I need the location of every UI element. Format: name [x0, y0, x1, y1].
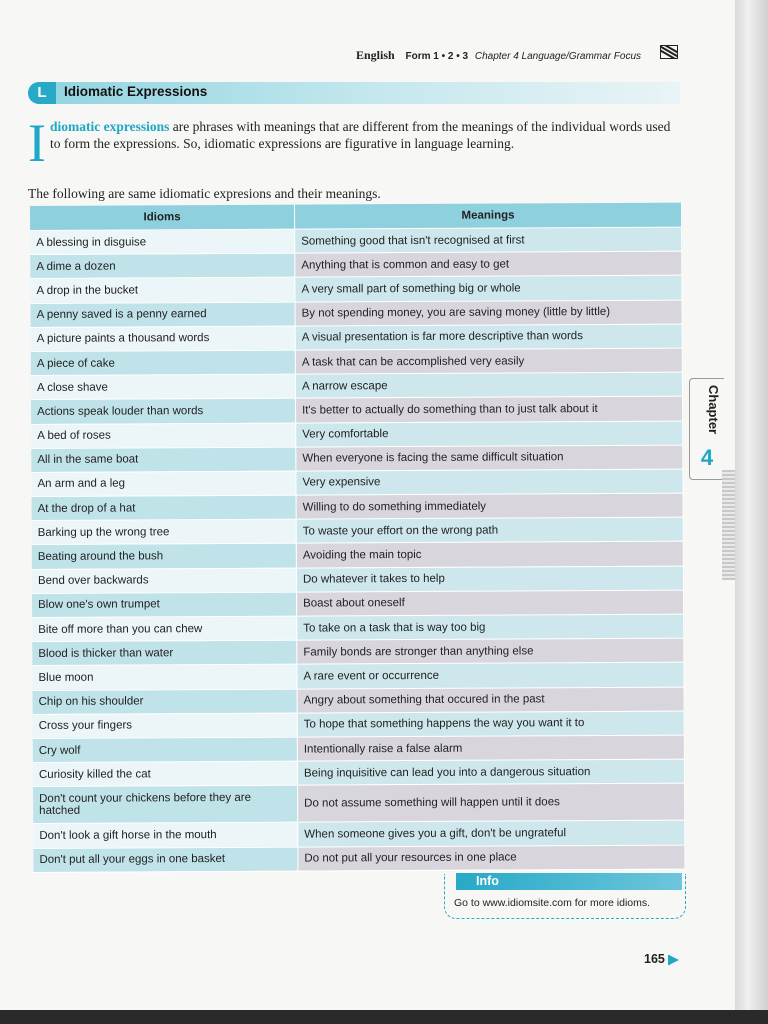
idiom-cell: Blood is thicker than water [32, 640, 297, 666]
meaning-cell: Intentionally raise a false alarm [297, 735, 684, 761]
table-row [31, 445, 683, 473]
meaning-cell: Anything that is common and easy to get [295, 251, 682, 277]
chapter-tab [689, 378, 724, 480]
info-text: Go to www.idiomsite.com for more idioms. [454, 897, 651, 909]
table-row [32, 590, 684, 618]
table-row [31, 324, 683, 352]
meaning-cell: A narrow escape [295, 372, 682, 398]
table-row [31, 300, 683, 328]
idiom-cell: Cry wolf [33, 737, 298, 763]
meaning-cell: A rare event or occurrence [297, 662, 684, 688]
idiom-cell: Don't put all your eggs in one basket [33, 847, 298, 873]
idiom-cell: Blue moon [32, 664, 297, 690]
idiom-cell: A blessing in disguise [30, 229, 295, 255]
idioms-table [30, 203, 685, 873]
idioms-column-header: Idioms [30, 205, 295, 231]
header-form: Form 1 • 2 • 3 [405, 51, 469, 62]
section-badge: L [28, 82, 56, 104]
table-row [31, 421, 683, 449]
table-row [33, 711, 685, 739]
table-row [32, 517, 684, 545]
meaning-cell: Family bonds are stronger than anything else [297, 638, 684, 664]
header-chapter: Chapter 4 Language/Grammar Focus [474, 51, 642, 62]
intro-paragraph [28, 113, 680, 173]
table-row [30, 275, 682, 303]
meaning-cell: Something good that isn't recognised at first [295, 227, 682, 253]
table-row [33, 783, 685, 823]
table-body [30, 227, 685, 872]
meaning-cell: It's better to actually do something than to just talk about it [296, 396, 683, 422]
chapter-tab-number: 4 [700, 445, 714, 470]
idiom-cell: A penny saved is a penny earned [31, 302, 296, 328]
meaning-cell: Avoiding the main topic [296, 542, 683, 568]
table-row [33, 845, 685, 873]
meaning-cell: To hope that something happens the way you want it to [297, 711, 684, 737]
table-row [31, 348, 683, 376]
meanings-column-header: Meanings [294, 203, 681, 230]
meaning-cell: Do whatever it takes to help [296, 566, 683, 592]
table-row [33, 820, 685, 848]
table-row [30, 251, 682, 279]
idiom-cell: A bed of roses [31, 423, 296, 449]
meaning-cell: A task that can be accomplished very easily [295, 348, 682, 374]
intro-text: are phrases with meanings that are different from the meanings of the individual words used to form the expressions. So, idiomatic expressions are figurative in language learning. [49, 119, 671, 151]
table-row [32, 638, 684, 666]
meaning-cell: To take on a task that is way too big [297, 614, 684, 640]
meaning-cell: Do not assume something will happen until it does [298, 783, 685, 822]
meaning-cell: A visual presentation is far more descriptive than words [295, 324, 682, 350]
idiom-cell: Bite off more than you can chew [32, 616, 297, 642]
table-row [30, 227, 682, 255]
info-title: Info [456, 873, 682, 890]
table-row [33, 687, 685, 715]
table-row [32, 614, 684, 642]
table-header-row [30, 203, 682, 231]
meaning-cell: Angry about something that occured in the past [297, 687, 684, 713]
idiom-cell: A close shave [31, 374, 296, 400]
section-title: Idiomatic Expressions [64, 84, 208, 99]
idiom-cell: Barking up the wrong tree [32, 519, 297, 545]
meaning-cell: A very small part of something big or whole [295, 275, 682, 301]
idiom-cell: Cross your fingers [33, 713, 298, 739]
intro-keyword: diomatic expressions [49, 119, 170, 134]
idiom-cell: Don't count your chickens before they are hatched [33, 785, 298, 823]
meaning-cell: Willing to do something immediately [296, 493, 683, 519]
table-row [31, 469, 683, 497]
idiom-cell: A dime a dozen [30, 253, 295, 279]
publisher-logo-icon [660, 45, 678, 59]
idiom-cell: An arm and a leg [31, 471, 296, 497]
idiom-cell: A piece of cake [31, 350, 296, 376]
book-spine [735, 0, 768, 1024]
table-row [32, 493, 684, 521]
idiom-cell: Blow one's own trumpet [32, 592, 297, 618]
idiom-cell: At the drop of a hat [32, 495, 297, 521]
meaning-cell: Being inquisitive can lead you into a dangerous situation [297, 759, 684, 785]
header-subject: English [356, 48, 395, 62]
idiom-cell: Curiosity killed the cat [33, 761, 298, 787]
chapter-tab-label: Chapter [706, 385, 721, 435]
idiom-cell: Don't look a gift horse in the mouth [33, 822, 298, 848]
scan-bottom-edge [0, 1010, 768, 1024]
page-edge-shade [722, 470, 735, 580]
table-row [31, 372, 683, 400]
idiom-cell: A picture paints a thousand words [31, 326, 296, 352]
idiom-cell: Chip on his shoulder [33, 689, 298, 715]
idiom-cell: A drop in the bucket [30, 277, 295, 303]
running-header [356, 48, 641, 63]
table-row [33, 735, 685, 763]
meaning-cell: Do not put all your resources in one place [298, 845, 685, 871]
dropcap: I [28, 113, 46, 173]
table-row [33, 759, 685, 787]
page-number: 165 [644, 952, 665, 966]
list-intro: The following are same idiomatic expresions and their meanings. [28, 186, 381, 201]
meaning-cell: To waste your effort on the wrong path [296, 517, 683, 543]
page-arrow-icon [669, 955, 679, 965]
meaning-cell: Boast about oneself [297, 590, 684, 616]
idiom-cell: All in the same boat [31, 447, 296, 473]
table-row [31, 396, 683, 424]
table-row [32, 542, 684, 570]
table-row [32, 662, 684, 690]
meaning-cell: When someone gives you a gift, don't be ungrateful [298, 820, 685, 846]
idiom-cell: Beating around the bush [32, 544, 297, 570]
meaning-cell: When everyone is facing the same difficult situation [296, 445, 683, 471]
meaning-cell: Very comfortable [296, 421, 683, 447]
meaning-cell: By not spending money, you are saving money (little by little) [295, 300, 682, 326]
idiom-cell: Bend over backwards [32, 568, 297, 594]
idiom-cell: Actions speak louder than words [31, 398, 296, 424]
table-row [32, 566, 684, 594]
meaning-cell: Very expensive [296, 469, 683, 495]
